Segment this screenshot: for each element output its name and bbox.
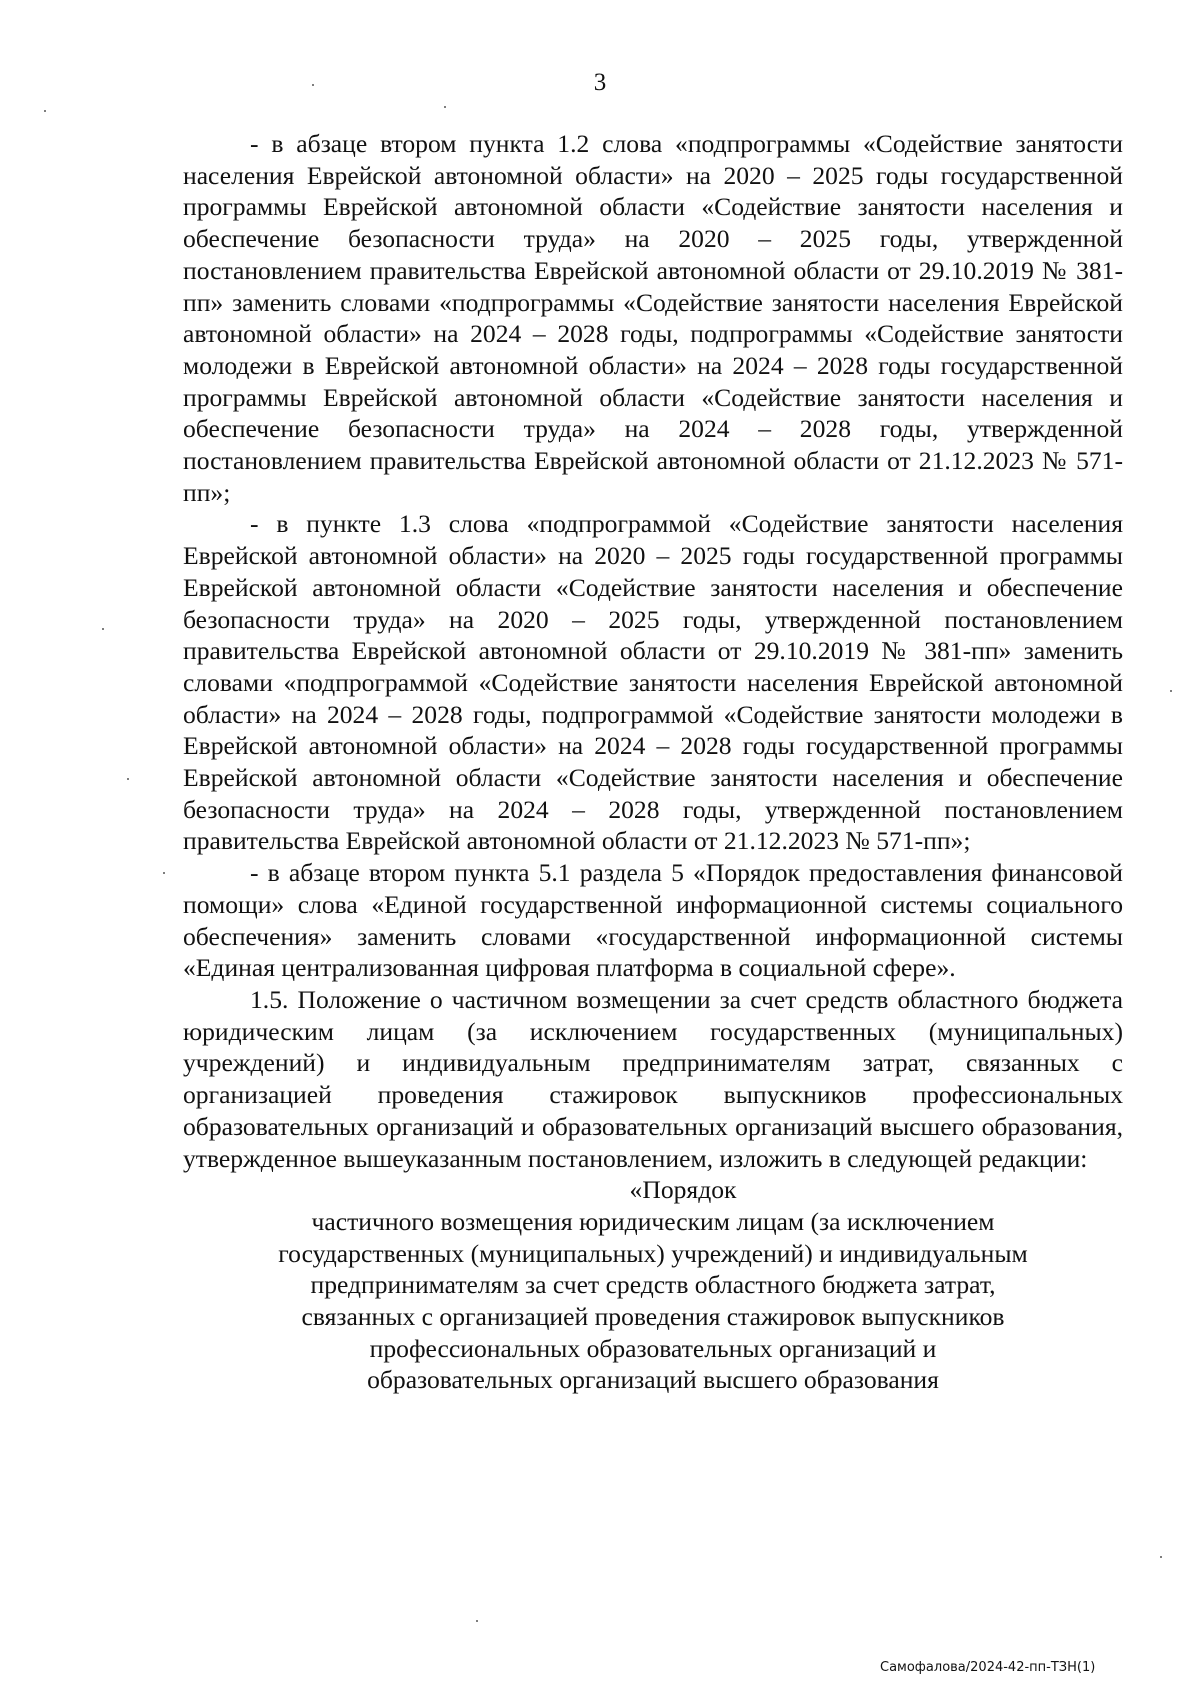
scan-speck <box>44 110 46 112</box>
scan-speck <box>444 106 446 108</box>
paragraph-amendment-1-2: - в абзаце втором пункта 1.2 слова «подпрограммы «Содействие занятости населения Еврейской автономной области» на 2020 – 2025 годы государственной программы Еврейской автономной области «Содействие занятости населения и обеспечение безопасности труда» на 2020 – 2025 годы, утвержденной постановлением правительства Еврейской автономной области от 29.10.2019 № 381-пп» заменить словами «подпрограммы «Содействие занятости населения Еврейской автономной области» на 2024 – 2028 годы, подпрограммы «Содействие занятости молодежи в Еврейской автономной области» на 2024 – 2028 годы государственной программы Еврейской автономной области «Содействие занятости населения и обеспечение безопасности труда» на 2024 – 2028 годы, утвержденной постановлением правительства Еврейской автономной области от 21.12.2023 № 571-пп»; <box>183 129 1123 507</box>
heading-line: частичного возмещения юридическим лицам (за исключением <box>311 1206 995 1236</box>
paragraph-amendment-5-1: - в абзаце втором пункта 5.1 раздела 5 «Порядок предоставления финансовой помощи» слова «Единой государственной информационной системы социального обеспечения» заменить словами «государственной информационной системы «Единая централизованная цифровая платформа в социальной сфере». <box>183 858 1123 983</box>
heading-line: государственных (муниципальных) учреждений) и индивидуальным <box>278 1238 1028 1268</box>
heading-line: профессиональных образовательных организаций и <box>369 1333 937 1363</box>
scan-speck <box>312 84 314 86</box>
paragraph-item-1-5: 1.5. Положение о частичном возмещении за счет средств областного бюджета юридическим лицам (за исключением государственных (муниципальных) учреждений) и индивидуальным предпринимателям затрат, связанных с организацией проведения стажировок выпускников профессиональных образовательных организаций и образовательных организаций высшего образования, утвержденное вышеуказанным постановлением, изложить в следующей редакции: <box>183 984 1123 1173</box>
page-number: 3 <box>593 69 607 96</box>
heading-line: предпринимателям за счет средств областного бюджета затрат, <box>310 1270 996 1300</box>
document-body <box>183 128 1123 1396</box>
heading-line: связанных с организацией проведения стажировок выпускников <box>301 1302 1005 1332</box>
paragraph-amendment-1-3: - в пункте 1.3 слова «подпрограммой «Содействие занятости населения Еврейской автономной области» на 2020 – 2025 годы государственной программы Еврейской автономной области «Содействие занятости населения и обеспечение безопасности труда» на 2020 – 2025 годы, утвержденной постановлением правительства Еврейской автономной области от 29.10.2019 № 381-пп» заменить словами «подпрограммой «Содействие занятости населения Еврейской автономной области» на 2024 – 2028 годы, подпрограммой «Содействие занятости молодежи в Еврейской автономной области» на 2024 – 2028 годы государственной программы Еврейской автономной области «Содействие занятости населения и обеспечение безопасности труда» на 2024 – 2028 годы, утвержденной постановлением правительства Еврейской автономной области от 21.12.2023 № 571-пп»; <box>183 509 1123 856</box>
scan-speck <box>1160 1556 1162 1558</box>
document-code-footer: Самофалова/2024-42-пп-ТЗН(1) <box>880 1660 1096 1675</box>
scan-speck <box>1170 690 1172 692</box>
scan-speck <box>476 1620 478 1622</box>
scan-speck <box>102 628 104 630</box>
heading-line: образовательных организаций высшего образования <box>367 1365 939 1395</box>
procedure-heading <box>183 1174 1123 1396</box>
scan-speck <box>163 872 165 874</box>
heading-line: «Порядок <box>629 1175 737 1205</box>
scan-speck <box>127 778 129 780</box>
